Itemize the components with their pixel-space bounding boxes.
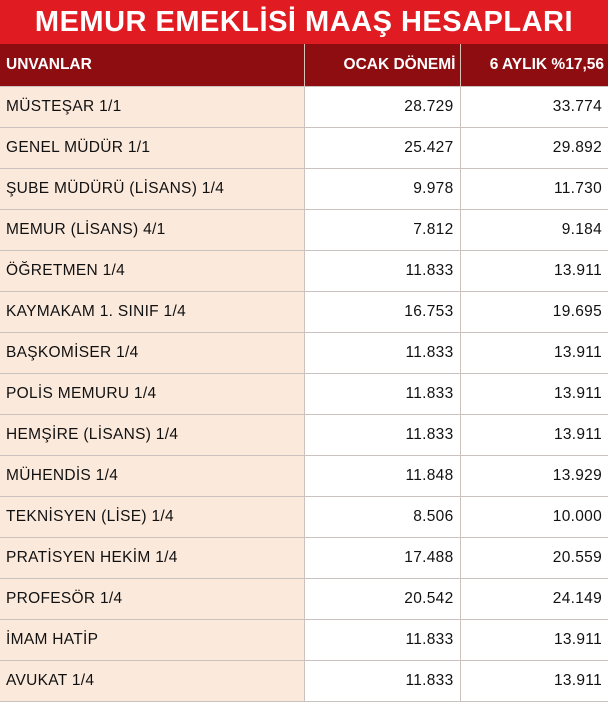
column-header-title: UNVANLAR (0, 44, 304, 87)
table-row (0, 292, 608, 333)
table-row (0, 210, 608, 251)
header-row (0, 44, 608, 87)
cell-january: 11.833 (304, 661, 460, 702)
cell-title: PRATİSYEN HEKİM 1/4 (0, 538, 304, 579)
table-row (0, 87, 608, 128)
cell-six-month: 24.149 (460, 579, 608, 620)
table-row (0, 620, 608, 661)
cell-title: ŞUBE MÜDÜRÜ (LİSANS) 1/4 (0, 169, 304, 210)
cell-title: ÖĞRETMEN 1/4 (0, 251, 304, 292)
cell-january: 20.542 (304, 579, 460, 620)
cell-six-month: 9.184 (460, 210, 608, 251)
cell-six-month: 20.559 (460, 538, 608, 579)
cell-six-month: 33.774 (460, 87, 608, 128)
cell-title: KAYMAKAM 1. SINIF 1/4 (0, 292, 304, 333)
table-row (0, 415, 608, 456)
table-header (0, 44, 608, 87)
table-row (0, 169, 608, 210)
cell-title: AVUKAT 1/4 (0, 661, 304, 702)
cell-title: MEMUR (LİSANS) 4/1 (0, 210, 304, 251)
page-title: MEMUR EMEKLİSİ MAAŞ HESAPLARI (0, 0, 608, 44)
cell-january: 11.833 (304, 251, 460, 292)
cell-title: MÜHENDİS 1/4 (0, 456, 304, 497)
column-header-january: OCAK DÖNEMİ (304, 44, 460, 87)
table-row (0, 538, 608, 579)
table-row (0, 333, 608, 374)
cell-title: MÜSTEŞAR 1/1 (0, 87, 304, 128)
cell-six-month: 13.911 (460, 661, 608, 702)
cell-title: POLİS MEMURU 1/4 (0, 374, 304, 415)
cell-title: HEMŞİRE (LİSANS) 1/4 (0, 415, 304, 456)
cell-six-month: 11.730 (460, 169, 608, 210)
cell-title: BAŞKOMİSER 1/4 (0, 333, 304, 374)
cell-january: 7.812 (304, 210, 460, 251)
cell-january: 11.833 (304, 620, 460, 661)
cell-six-month: 10.000 (460, 497, 608, 538)
table-row (0, 497, 608, 538)
cell-january: 11.848 (304, 456, 460, 497)
table-row (0, 251, 608, 292)
cell-six-month: 13.911 (460, 415, 608, 456)
cell-six-month: 13.911 (460, 333, 608, 374)
cell-january: 17.488 (304, 538, 460, 579)
cell-january: 11.833 (304, 333, 460, 374)
cell-january: 9.978 (304, 169, 460, 210)
cell-january: 28.729 (304, 87, 460, 128)
cell-six-month: 13.911 (460, 374, 608, 415)
cell-january: 25.427 (304, 128, 460, 169)
table-row (0, 579, 608, 620)
cell-six-month: 13.911 (460, 251, 608, 292)
table-body (0, 87, 608, 702)
table-row (0, 456, 608, 497)
cell-title: GENEL MÜDÜR 1/1 (0, 128, 304, 169)
cell-six-month: 29.892 (460, 128, 608, 169)
cell-january: 8.506 (304, 497, 460, 538)
cell-january: 11.833 (304, 415, 460, 456)
cell-title: İMAM HATİP (0, 620, 304, 661)
column-header-six-month: 6 AYLIK %17,56 (460, 44, 608, 87)
cell-six-month: 13.911 (460, 620, 608, 661)
salary-table (0, 44, 608, 702)
cell-six-month: 13.929 (460, 456, 608, 497)
cell-title: PROFESÖR 1/4 (0, 579, 304, 620)
cell-january: 16.753 (304, 292, 460, 333)
cell-title: TEKNİSYEN (LİSE) 1/4 (0, 497, 304, 538)
table-row (0, 661, 608, 702)
cell-january: 11.833 (304, 374, 460, 415)
cell-six-month: 19.695 (460, 292, 608, 333)
table-row (0, 374, 608, 415)
table-row (0, 128, 608, 169)
